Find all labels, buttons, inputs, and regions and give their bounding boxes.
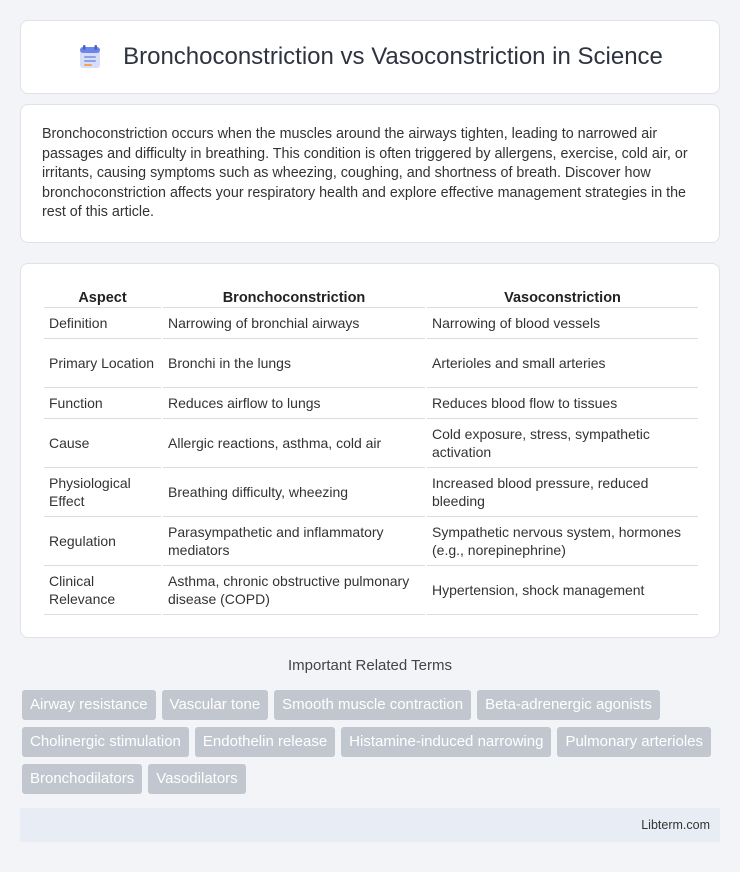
table-cell: Hypertension, shock management <box>427 566 698 615</box>
footer <box>20 808 720 842</box>
table-row <box>44 419 698 468</box>
related-term-tag[interactable]: Endothelin release <box>195 727 335 757</box>
table-cell: Physiological Effect <box>44 468 161 517</box>
related-term-tag[interactable]: Vascular tone <box>162 690 269 720</box>
related-term-tag[interactable]: Bronchodilators <box>22 764 142 794</box>
page-title: Bronchoconstriction vs Vasoconstriction in Science <box>123 43 663 70</box>
table-cell: Parasympathetic and inflammatory mediators <box>163 517 425 566</box>
related-term-tag[interactable]: Smooth muscle contraction <box>274 690 471 720</box>
table-cell: Cold exposure, stress, sympathetic activation <box>427 419 698 468</box>
related-term-tag[interactable]: Beta-adrenergic agonists <box>477 690 660 720</box>
related-term-tag[interactable]: Histamine-induced narrowing <box>341 727 551 757</box>
related-terms-list <box>22 690 722 794</box>
comparison-table <box>42 286 700 615</box>
table-row <box>44 468 698 517</box>
table-row <box>44 388 698 419</box>
table-cell: Breathing difficulty, wheezing <box>163 468 425 517</box>
intro-card <box>20 104 720 243</box>
table-cell: Bronchi in the lungs <box>163 339 425 388</box>
table-cell: Narrowing of blood vessels <box>427 308 698 339</box>
table-cell: Increased blood pressure, reduced bleeding <box>427 468 698 517</box>
table-cell: Asthma, chronic obstructive pulmonary disease (COPD) <box>163 566 425 615</box>
column-header: Vasoconstriction <box>427 286 698 308</box>
table-cell: Cause <box>44 419 161 468</box>
table-row <box>44 517 698 566</box>
related-term-tag[interactable]: Cholinergic stimulation <box>22 727 189 757</box>
table-row <box>44 566 698 615</box>
table-cell: Function <box>44 388 161 419</box>
header-card <box>20 20 720 94</box>
related-terms-title: Important Related Terms <box>288 657 452 674</box>
table-header-row <box>44 286 698 308</box>
intro-paragraph: Bronchoconstriction occurs when the muscles around the airways tighten, leading to narrowed air passages and difficulty in breathing. This condition is often triggered by allergens, exercise, cold air, or irritants, causing symptoms such as wheezing, coughing, and shortness of breath. Discover how bronchoconstriction affects your respiratory health and explore effective management strategies in the rest of this article. <box>42 126 688 221</box>
table-cell: Sympathetic nervous system, hormones (e.g., norepinephrine) <box>427 517 698 566</box>
table-cell: Clinical Relevance <box>44 566 161 615</box>
related-term-tag[interactable]: Pulmonary arterioles <box>557 727 711 757</box>
table-cell: Definition <box>44 308 161 339</box>
table-cell: Allergic reactions, asthma, cold air <box>163 419 425 468</box>
document-list-icon <box>77 44 103 70</box>
table-cell: Narrowing of bronchial airways <box>163 308 425 339</box>
comparison-table-card <box>20 263 720 638</box>
table-cell: Reduces airflow to lungs <box>163 388 425 419</box>
table-cell: Reduces blood flow to tissues <box>427 388 698 419</box>
related-term-tag[interactable]: Vasodilators <box>148 764 245 794</box>
column-header: Aspect <box>44 286 161 308</box>
footer-site-link[interactable]: Libterm.com <box>641 818 710 832</box>
table-cell: Primary Location <box>44 339 161 388</box>
table-row <box>44 339 698 388</box>
table-cell: Arterioles and small arteries <box>427 339 698 388</box>
table-row <box>44 308 698 339</box>
related-term-tag[interactable]: Airway resistance <box>22 690 156 720</box>
table-cell: Regulation <box>44 517 161 566</box>
column-header: Bronchoconstriction <box>163 286 425 308</box>
